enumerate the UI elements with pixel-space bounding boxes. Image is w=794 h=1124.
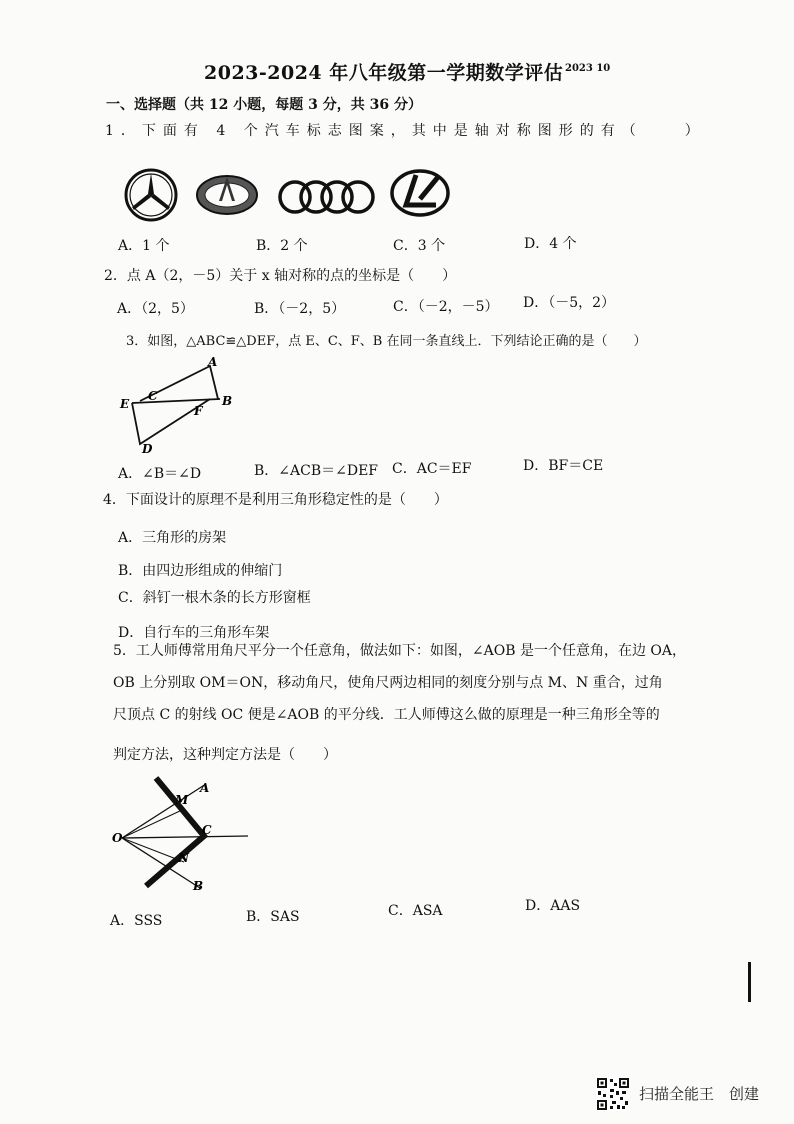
q3-option-d[interactable]: D．BF＝CE xyxy=(523,458,604,474)
q5-line-4: 判定方法，这种判定方法是（ ） xyxy=(113,747,337,763)
audi-logo-icon xyxy=(280,182,373,212)
q2-option-d[interactable]: D．（－5，2） xyxy=(523,295,616,311)
q3-option-a[interactable]: A．∠B＝∠D xyxy=(118,466,202,482)
mercedes-logo-icon xyxy=(126,170,176,220)
q5-option-b[interactable]: B．SAS xyxy=(246,909,300,925)
q2-option-b[interactable]: B．（－2，5） xyxy=(254,301,346,317)
q1-option-a[interactable]: A．1 个 xyxy=(118,238,170,254)
q5-line-3: 尺顶点 C 的射线 OC 便是∠AOB 的平分线．工人师傅这么做的原理是一种三角形全等的 xyxy=(113,707,660,723)
q5-angle-figure xyxy=(108,772,258,897)
q3-triangle-figure xyxy=(110,356,245,456)
q4-option-d[interactable]: D．自行车的三角形车架 xyxy=(118,625,270,641)
qr-code-icon xyxy=(596,1077,630,1111)
q5-label-m: M xyxy=(175,793,189,807)
q3-stem: 3．如图，△ABC≌△DEF，点 E、C、F、B 在同一条直线上．下列结论正确的是（ ） xyxy=(126,334,647,349)
q5-option-a[interactable]: A．SSS xyxy=(110,913,163,929)
q5-option-d[interactable]: D．AAS xyxy=(525,898,581,914)
lexus-logo-icon xyxy=(392,171,448,215)
q4-option-a[interactable]: A．三角形的房架 xyxy=(118,530,227,546)
q3-label-a: A xyxy=(208,356,218,369)
q3-label-e: E xyxy=(120,397,130,411)
q5-line-2: OB 上分别取 OM＝ON，移动角尺，使角尺两边相同的刻度分别与点 M、N 重合，过角 xyxy=(113,675,663,691)
q3-label-f: F xyxy=(194,404,203,418)
q2-stem: 2．点 A（2，－5）关于 x 轴对称的点的坐标是（ ） xyxy=(104,268,457,284)
section-heading: 一、选择题（共 12 小题，每题 3 分，共 36 分） xyxy=(106,97,422,113)
q1-option-c[interactable]: C．3 个 xyxy=(393,238,446,254)
q2-option-c[interactable]: C．（－2，－5） xyxy=(393,299,499,315)
q3-option-b[interactable]: B．∠ACB＝∠DEF xyxy=(254,463,379,479)
q1-stem: 1．下面有 4 个汽车标志图案，其中是轴对称图形的有（ ） xyxy=(105,123,706,139)
q5-label-n: N xyxy=(178,851,189,865)
q1-option-b[interactable]: B．2 个 xyxy=(256,238,308,254)
q3-label-b: B xyxy=(222,394,233,408)
infiniti-logo-icon xyxy=(197,176,257,214)
q1-logo-row xyxy=(120,165,460,225)
q3-option-c[interactable]: C．AC＝EF xyxy=(392,461,472,477)
scanner-brand-text: 扫描全能王 创建 xyxy=(639,1085,760,1103)
q4-option-c[interactable]: C．斜钉一根木条的长方形窗框 xyxy=(118,590,311,606)
q5-label-a: A xyxy=(200,781,210,795)
q5-label-c: C xyxy=(202,823,212,837)
margin-mark xyxy=(748,962,751,1002)
exam-title: 2023-2024 年八年级第一学期数学评估 xyxy=(204,62,564,84)
q1-option-d[interactable]: D．4 个 xyxy=(524,236,577,252)
q2-option-a[interactable]: A．（2，5） xyxy=(117,301,194,317)
q4-stem: 4．下面设计的原理不是利用三角形稳定性的是（ ） xyxy=(103,492,448,508)
q5-option-c[interactable]: C．ASA xyxy=(388,903,443,919)
q5-label-b: B xyxy=(193,879,204,893)
q3-label-c: C xyxy=(148,389,158,403)
q5-line-1: 5．工人师傅常用角尺平分一个任意角，做法如下：如图，∠AOB 是一个任意角，在边 OA， xyxy=(113,643,686,659)
q4-option-b[interactable]: B．由四边形组成的伸缩门 xyxy=(118,563,283,579)
q5-label-o: O xyxy=(112,831,123,845)
exam-date: 2023 10 xyxy=(565,63,611,74)
q3-label-d: D xyxy=(142,442,153,456)
